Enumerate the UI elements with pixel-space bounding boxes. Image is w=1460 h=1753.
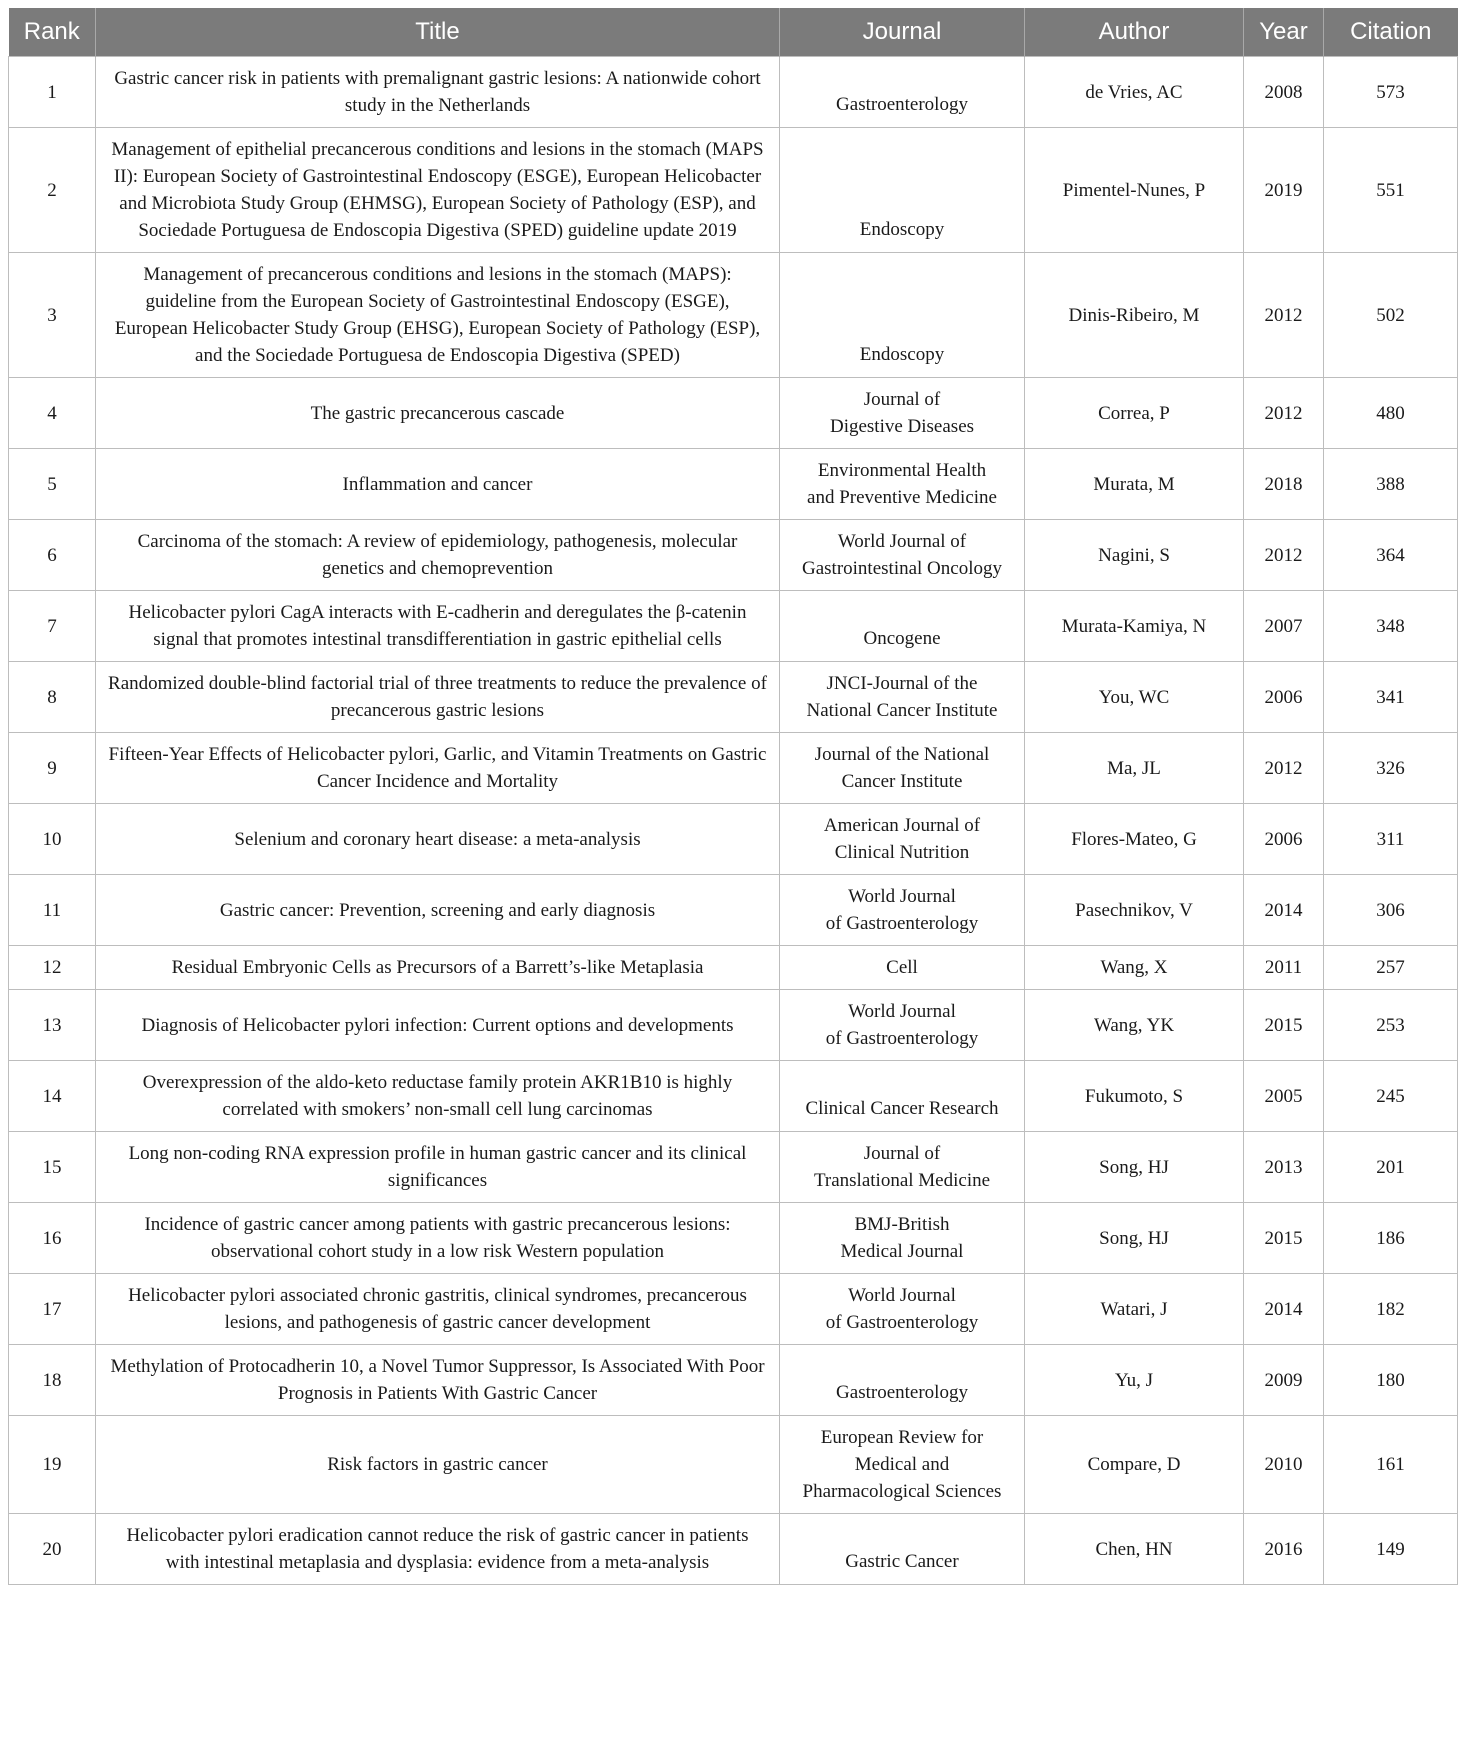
header-citation: Citation <box>1324 8 1458 57</box>
author-cell: Song, HJ <box>1025 1132 1244 1203</box>
table-row <box>9 1345 1458 1416</box>
author-cell: Wang, X <box>1025 946 1244 990</box>
rank-cell: 14 <box>9 1061 96 1132</box>
citation-cell: 326 <box>1324 733 1458 804</box>
journal-cell: Gastroenterology <box>780 57 1025 128</box>
citation-cell: 388 <box>1324 449 1458 520</box>
journal-cell: Environmental Health and Preventive Medicine <box>780 449 1025 520</box>
table-row <box>9 804 1458 875</box>
journal-cell: World Journal of Gastroenterology <box>780 1274 1025 1345</box>
year-cell: 2018 <box>1244 449 1324 520</box>
citation-cell: 201 <box>1324 1132 1458 1203</box>
title-cell: Helicobacter pylori CagA interacts with E-cadherin and deregulates the β-catenin signal that promotes intestinal transdifferentiation in gastric epithelial cells <box>96 591 780 662</box>
journal-cell: World Journal of Gastroenterology <box>780 875 1025 946</box>
table-row <box>9 253 1458 378</box>
citation-cell: 186 <box>1324 1203 1458 1274</box>
rank-cell: 9 <box>9 733 96 804</box>
journal-cell: World Journal of Gastroenterology <box>780 990 1025 1061</box>
table-row <box>9 1274 1458 1345</box>
author-cell: Nagini, S <box>1025 520 1244 591</box>
journal-cell: Clinical Cancer Research <box>780 1061 1025 1132</box>
title-cell: Randomized double-blind factorial trial of three treatments to reduce the prevalence of precancerous gastric lesions <box>96 662 780 733</box>
title-cell: The gastric precancerous cascade <box>96 378 780 449</box>
journal-cell: JNCI-Journal of the National Cancer Institute <box>780 662 1025 733</box>
year-cell: 2012 <box>1244 253 1324 378</box>
author-cell: Pasechnikov, V <box>1025 875 1244 946</box>
author-cell: Murata-Kamiya, N <box>1025 591 1244 662</box>
top-cited-papers-table <box>8 8 1458 1585</box>
author-cell: Dinis-Ribeiro, M <box>1025 253 1244 378</box>
journal-cell: Journal of the National Cancer Institute <box>780 733 1025 804</box>
citation-cell: 311 <box>1324 804 1458 875</box>
title-cell: Inflammation and cancer <box>96 449 780 520</box>
year-cell: 2008 <box>1244 57 1324 128</box>
author-cell: Yu, J <box>1025 1345 1244 1416</box>
rank-cell: 7 <box>9 591 96 662</box>
citation-cell: 306 <box>1324 875 1458 946</box>
journal-cell: Journal of Digestive Diseases <box>780 378 1025 449</box>
citation-cell: 551 <box>1324 128 1458 253</box>
table-row <box>9 1132 1458 1203</box>
header-author: Author <box>1025 8 1244 57</box>
year-cell: 2015 <box>1244 1203 1324 1274</box>
table-row <box>9 875 1458 946</box>
author-cell: Compare, D <box>1025 1416 1244 1514</box>
author-cell: Correa, P <box>1025 378 1244 449</box>
table-row <box>9 990 1458 1061</box>
header-title: Title <box>96 8 780 57</box>
rank-cell: 10 <box>9 804 96 875</box>
author-cell: Murata, M <box>1025 449 1244 520</box>
table-row <box>9 1203 1458 1274</box>
rank-cell: 5 <box>9 449 96 520</box>
journal-cell: Cell <box>780 946 1025 990</box>
citation-cell: 502 <box>1324 253 1458 378</box>
header-journal: Journal <box>780 8 1025 57</box>
rank-cell: 19 <box>9 1416 96 1514</box>
citation-cell: 149 <box>1324 1514 1458 1585</box>
title-cell: Management of epithelial precancerous conditions and lesions in the stomach (MAPS II): European Society of Gastrointestinal Endoscopy (ESGE), European Helicobacter and Microbiota Study Group (EHMSG), European Society of Pathology (ESP), and Sociedade Portuguesa de Endoscopia Digestiva (SPED) guideline update 2019 <box>96 128 780 253</box>
author-cell: Flores-Mateo, G <box>1025 804 1244 875</box>
rank-cell: 15 <box>9 1132 96 1203</box>
rank-cell: 11 <box>9 875 96 946</box>
citation-table-container <box>8 8 1457 1585</box>
title-cell: Diagnosis of Helicobacter pylori infection: Current options and developments <box>96 990 780 1061</box>
rank-cell: 18 <box>9 1345 96 1416</box>
title-cell: Long non-coding RNA expression profile in human gastric cancer and its clinical significances <box>96 1132 780 1203</box>
table-row <box>9 378 1458 449</box>
year-cell: 2014 <box>1244 875 1324 946</box>
rank-cell: 4 <box>9 378 96 449</box>
year-cell: 2010 <box>1244 1416 1324 1514</box>
title-cell: Helicobacter pylori eradication cannot reduce the risk of gastric cancer in patients with intestinal metaplasia and dysplasia: evidence from a meta-analysis <box>96 1514 780 1585</box>
rank-cell: 6 <box>9 520 96 591</box>
citation-cell: 573 <box>1324 57 1458 128</box>
year-cell: 2011 <box>1244 946 1324 990</box>
journal-cell: Journal of Translational Medicine <box>780 1132 1025 1203</box>
title-cell: Methylation of Protocadherin 10, a Novel Tumor Suppressor, Is Associated With Poor Prognosis in Patients With Gastric Cancer <box>96 1345 780 1416</box>
year-cell: 2019 <box>1244 128 1324 253</box>
table-body <box>9 57 1458 1585</box>
title-cell: Helicobacter pylori associated chronic gastritis, clinical syndromes, precancerous lesions, and pathogenesis of gastric cancer development <box>96 1274 780 1345</box>
rank-cell: 17 <box>9 1274 96 1345</box>
journal-cell: World Journal of Gastrointestinal Oncology <box>780 520 1025 591</box>
rank-cell: 16 <box>9 1203 96 1274</box>
citation-cell: 480 <box>1324 378 1458 449</box>
journal-cell: Oncogene <box>780 591 1025 662</box>
rank-cell: 1 <box>9 57 96 128</box>
year-cell: 2012 <box>1244 378 1324 449</box>
citation-cell: 364 <box>1324 520 1458 591</box>
citation-cell: 182 <box>1324 1274 1458 1345</box>
journal-cell: European Review for Medical and Pharmacological Sciences <box>780 1416 1025 1514</box>
citation-cell: 161 <box>1324 1416 1458 1514</box>
year-cell: 2009 <box>1244 1345 1324 1416</box>
year-cell: 2012 <box>1244 733 1324 804</box>
year-cell: 2016 <box>1244 1514 1324 1585</box>
author-cell: You, WC <box>1025 662 1244 733</box>
author-cell: Ma, JL <box>1025 733 1244 804</box>
rank-cell: 20 <box>9 1514 96 1585</box>
table-row <box>9 1416 1458 1514</box>
author-cell: Chen, HN <box>1025 1514 1244 1585</box>
title-cell: Gastric cancer: Prevention, screening and early diagnosis <box>96 875 780 946</box>
title-cell: Incidence of gastric cancer among patients with gastric precancerous lesions: observational cohort study in a low risk Western population <box>96 1203 780 1274</box>
citation-cell: 245 <box>1324 1061 1458 1132</box>
year-cell: 2006 <box>1244 804 1324 875</box>
title-cell: Carcinoma of the stomach: A review of epidemiology, pathogenesis, molecular genetics and chemoprevention <box>96 520 780 591</box>
year-cell: 2005 <box>1244 1061 1324 1132</box>
table-row <box>9 662 1458 733</box>
author-cell: Wang, YK <box>1025 990 1244 1061</box>
rank-cell: 3 <box>9 253 96 378</box>
journal-cell: American Journal of Clinical Nutrition <box>780 804 1025 875</box>
title-cell: Overexpression of the aldo-keto reductase family protein AKR1B10 is highly correlated with smokers’ non-small cell lung carcinomas <box>96 1061 780 1132</box>
year-cell: 2006 <box>1244 662 1324 733</box>
table-row <box>9 57 1458 128</box>
journal-cell: Endoscopy <box>780 253 1025 378</box>
year-cell: 2007 <box>1244 591 1324 662</box>
title-cell: Selenium and coronary heart disease: a meta-analysis <box>96 804 780 875</box>
title-cell: Residual Embryonic Cells as Precursors of a Barrett’s-like Metaplasia <box>96 946 780 990</box>
citation-cell: 257 <box>1324 946 1458 990</box>
title-cell: Fifteen-Year Effects of Helicobacter pylori, Garlic, and Vitamin Treatments on Gastric Cancer Incidence and Mortality <box>96 733 780 804</box>
rank-cell: 12 <box>9 946 96 990</box>
citation-cell: 348 <box>1324 591 1458 662</box>
journal-cell: Endoscopy <box>780 128 1025 253</box>
header-year: Year <box>1244 8 1324 57</box>
table-row <box>9 1061 1458 1132</box>
rank-cell: 13 <box>9 990 96 1061</box>
title-cell: Risk factors in gastric cancer <box>96 1416 780 1514</box>
author-cell: de Vries, AC <box>1025 57 1244 128</box>
rank-cell: 8 <box>9 662 96 733</box>
table-row <box>9 128 1458 253</box>
journal-cell: Gastric Cancer <box>780 1514 1025 1585</box>
table-row <box>9 946 1458 990</box>
rank-cell: 2 <box>9 128 96 253</box>
header-row <box>9 8 1458 57</box>
table-row <box>9 1514 1458 1585</box>
journal-cell: Gastroenterology <box>780 1345 1025 1416</box>
citation-cell: 341 <box>1324 662 1458 733</box>
table-row <box>9 591 1458 662</box>
author-cell: Pimentel-Nunes, P <box>1025 128 1244 253</box>
header-rank: Rank <box>9 8 96 57</box>
author-cell: Watari, J <box>1025 1274 1244 1345</box>
title-cell: Management of precancerous conditions and lesions in the stomach (MAPS): guideline from the European Society of Gastrointestinal Endoscopy (ESGE), European Helicobacter Study Group (EHSG), European Society of Pathology (ESP), and the Sociedade Portuguesa de Endoscopia Digestiva (SPED) <box>96 253 780 378</box>
title-cell: Gastric cancer risk in patients with premalignant gastric lesions: A nationwide cohort study in the Netherlands <box>96 57 780 128</box>
year-cell: 2013 <box>1244 1132 1324 1203</box>
table-row <box>9 733 1458 804</box>
year-cell: 2014 <box>1244 1274 1324 1345</box>
citation-cell: 180 <box>1324 1345 1458 1416</box>
year-cell: 2015 <box>1244 990 1324 1061</box>
table-row <box>9 449 1458 520</box>
author-cell: Fukumoto, S <box>1025 1061 1244 1132</box>
citation-cell: 253 <box>1324 990 1458 1061</box>
author-cell: Song, HJ <box>1025 1203 1244 1274</box>
table-row <box>9 520 1458 591</box>
year-cell: 2012 <box>1244 520 1324 591</box>
table-header <box>9 8 1458 57</box>
journal-cell: BMJ-British Medical Journal <box>780 1203 1025 1274</box>
